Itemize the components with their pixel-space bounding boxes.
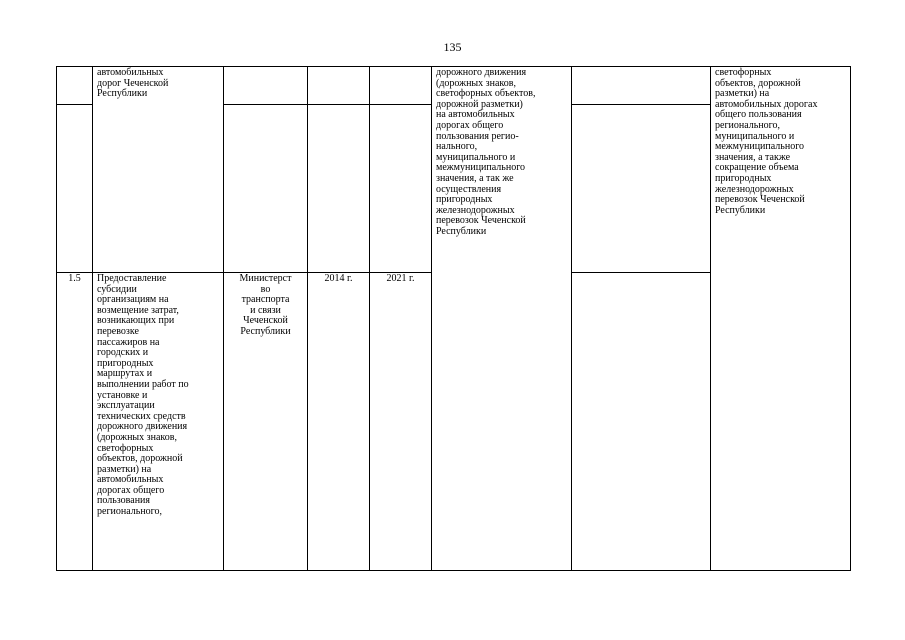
cell-consequences [572, 105, 711, 273]
cell-number [57, 105, 93, 273]
cell-start [308, 67, 370, 105]
cell-indicators-text: светофорных объектов, дорожной разметки) на автомобильных дорогах общего пользования регионального, муниципального и межмуниципального значения, а также сокращение объема пригородных железнодорожных перевозок Чеченской Республики [715, 67, 818, 216]
cell-start [308, 105, 370, 273]
cell-executor [224, 67, 308, 105]
cell-end [370, 105, 432, 273]
cell-direct-result [432, 67, 572, 571]
cell-name-text: автомобильных дорог Чеченской Республики [97, 67, 169, 100]
cell-number: 1.5 [57, 273, 93, 571]
cell-end [370, 67, 432, 105]
program-table [56, 66, 851, 571]
cell-start: 2014 г. [308, 273, 370, 571]
cell-number [57, 67, 93, 105]
cell-direct-result-text: дорожного движения (дорожных знаков, светофорных объектов, дорожной разметки) на автомобильных дорогах общего пользования регио- нального, муниципального и межмуниципального значения, а так же осуществления пригородных железнодорожных перевозок Чеченской Республики [436, 67, 536, 237]
cell-indicators [711, 67, 851, 571]
table-row [57, 67, 851, 105]
cell-consequences [572, 67, 711, 105]
cell-name [93, 273, 224, 571]
cell-executor [224, 273, 308, 571]
cell-end: 2021 г. [370, 273, 432, 571]
cell-executor-text: Министерст во транспорта и связи Чеченской Республики [239, 273, 292, 337]
cell-executor [224, 105, 308, 273]
cell-name [93, 67, 224, 273]
cell-consequences [572, 273, 711, 571]
page-number: 135 [443, 40, 462, 54]
cell-name-text: Предоставление субсидии организациям на возмещение затрат, возникающих при перевозке пассажиров на городских и пригородных маршрутах и выполнении работ по установке и эксплуатации технических средств дорожного движения (дорожных знаков, светофорных объектов, дорожной разметки) на автомобильных дорогах общего пользования регионального, [97, 273, 189, 518]
